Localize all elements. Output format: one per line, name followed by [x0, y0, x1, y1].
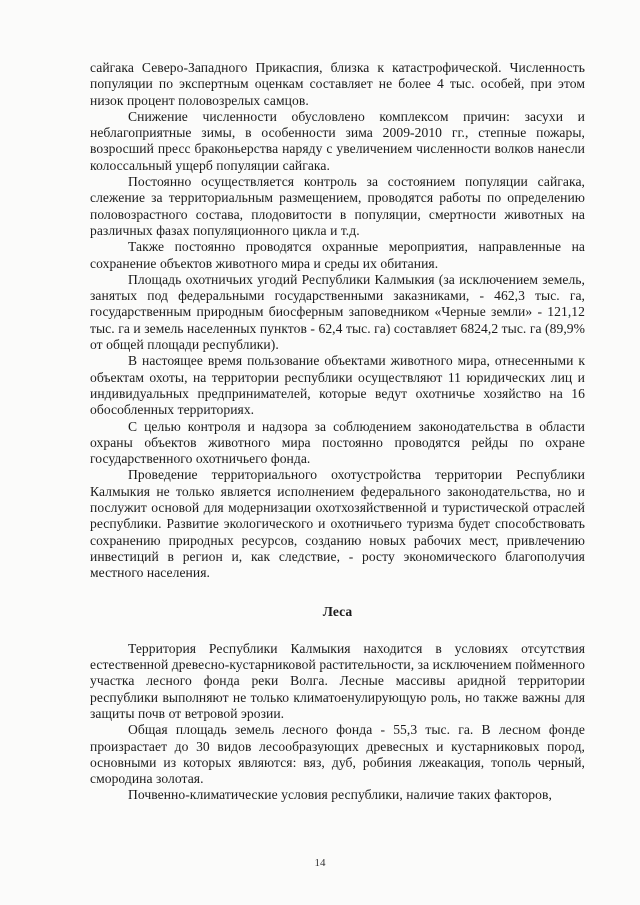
page-number: 14	[314, 857, 326, 869]
paragraph-raids: С целью контроля и надзора за соблюдением законодательства в области охраны объектов животного мира постоянно проводятся рейды по охране государственного охотничьего фонда.	[90, 418, 585, 467]
paragraph-decline-causes: Снижение численности обусловлено комплексом причин: засухи и неблагоприятные зимы, в особенности зима 2009-2010 гг., степные пожары, возросший пресс браконьерства наряду с увеличением численности волков нанесли колоссальный ущерб популяции сайгака.	[90, 108, 585, 173]
paragraph-hunting-users: В настоящее время пользование объектами животного мира, отнесенными к объектам охоты, на территории республики осуществляют 11 юридических лиц и индивидуальных предпринимателей, которые ведут охотничье хозяйство на 16 обособленных территориях.	[90, 353, 585, 418]
paragraph-protection-measures: Также постоянно проводятся охранные мероприятия, направленные на сохранение объектов животного мира и среды их обитания.	[90, 239, 585, 271]
paragraph-hunting-area: Площадь охотничьих угодий Республики Калмыкия (за исключением земель, занятых под федеральными государственными заказниками, - 462,3 тыс. га, государственным природным биосферным заповедником «Черные земли» - 121,12 тыс. га и земель населенных пунктов - 62,4 тыс. га) составляет 6824,2 тыс. га (89,9% от общей площади республики).	[90, 271, 585, 353]
document-body	[90, 60, 585, 804]
paragraph-soil-conditions: Почвенно-климатические условия республики, наличие таких факторов,	[128, 787, 552, 803]
paragraph-forest-area: Общая площадь земель лесного фонда - 55,3 тыс. га. В лесном фонде произрастает до 30 видов лесообразующих древесных и кустарниковых пород, основными из которых являются: вяз, дуб, робиния лжеакация, тополь черный, смородина золотая.	[90, 722, 585, 787]
paragraph-monitoring: Постоянно осуществляется контроль за состоянием популяции сайгака, слежение за территориальным размещением, проводятся работы по определению половозрастного состава, плодовитости в популяции, смертности животных на различных фазах популяционного цикла и т.д.	[90, 174, 585, 238]
section-heading-forests: Леса	[322, 603, 353, 619]
paragraph-hunting-development: Проведение территориального охотустройства территории Республики Калмыкия не только является исполнением федерального законодательства, но и послужит основой для модернизации охотхозяйственной и туристической отраслей республики. Развитие экологического и охотничьего туризма будет способствовать сохранению природных ресурсов, созданию новых рабочих мест, привлечению инвестиций в регион и, как следствие, - росту экономического благополучия местного населения.	[90, 467, 585, 581]
paragraph-forest-territory: Территория Республики Калмыкия находится в условиях отсутствия естественной древесно-кустарниковой растительности, за исключением пойменного участка лесного фонда реки Волга. Лесные массивы аридной территории республики выполняют не только климатоенулирующую роль, но также важны для защиты почв от ветровой эрозии.	[90, 640, 585, 721]
paragraph-saiga-status: сайгака Северо-Западного Прикаспия, близка к катастрофической. Численность популяции по экспертным оценкам составляет не более 4 тыс. особей, при этом низок процент половозрелых самцов.	[90, 60, 585, 108]
